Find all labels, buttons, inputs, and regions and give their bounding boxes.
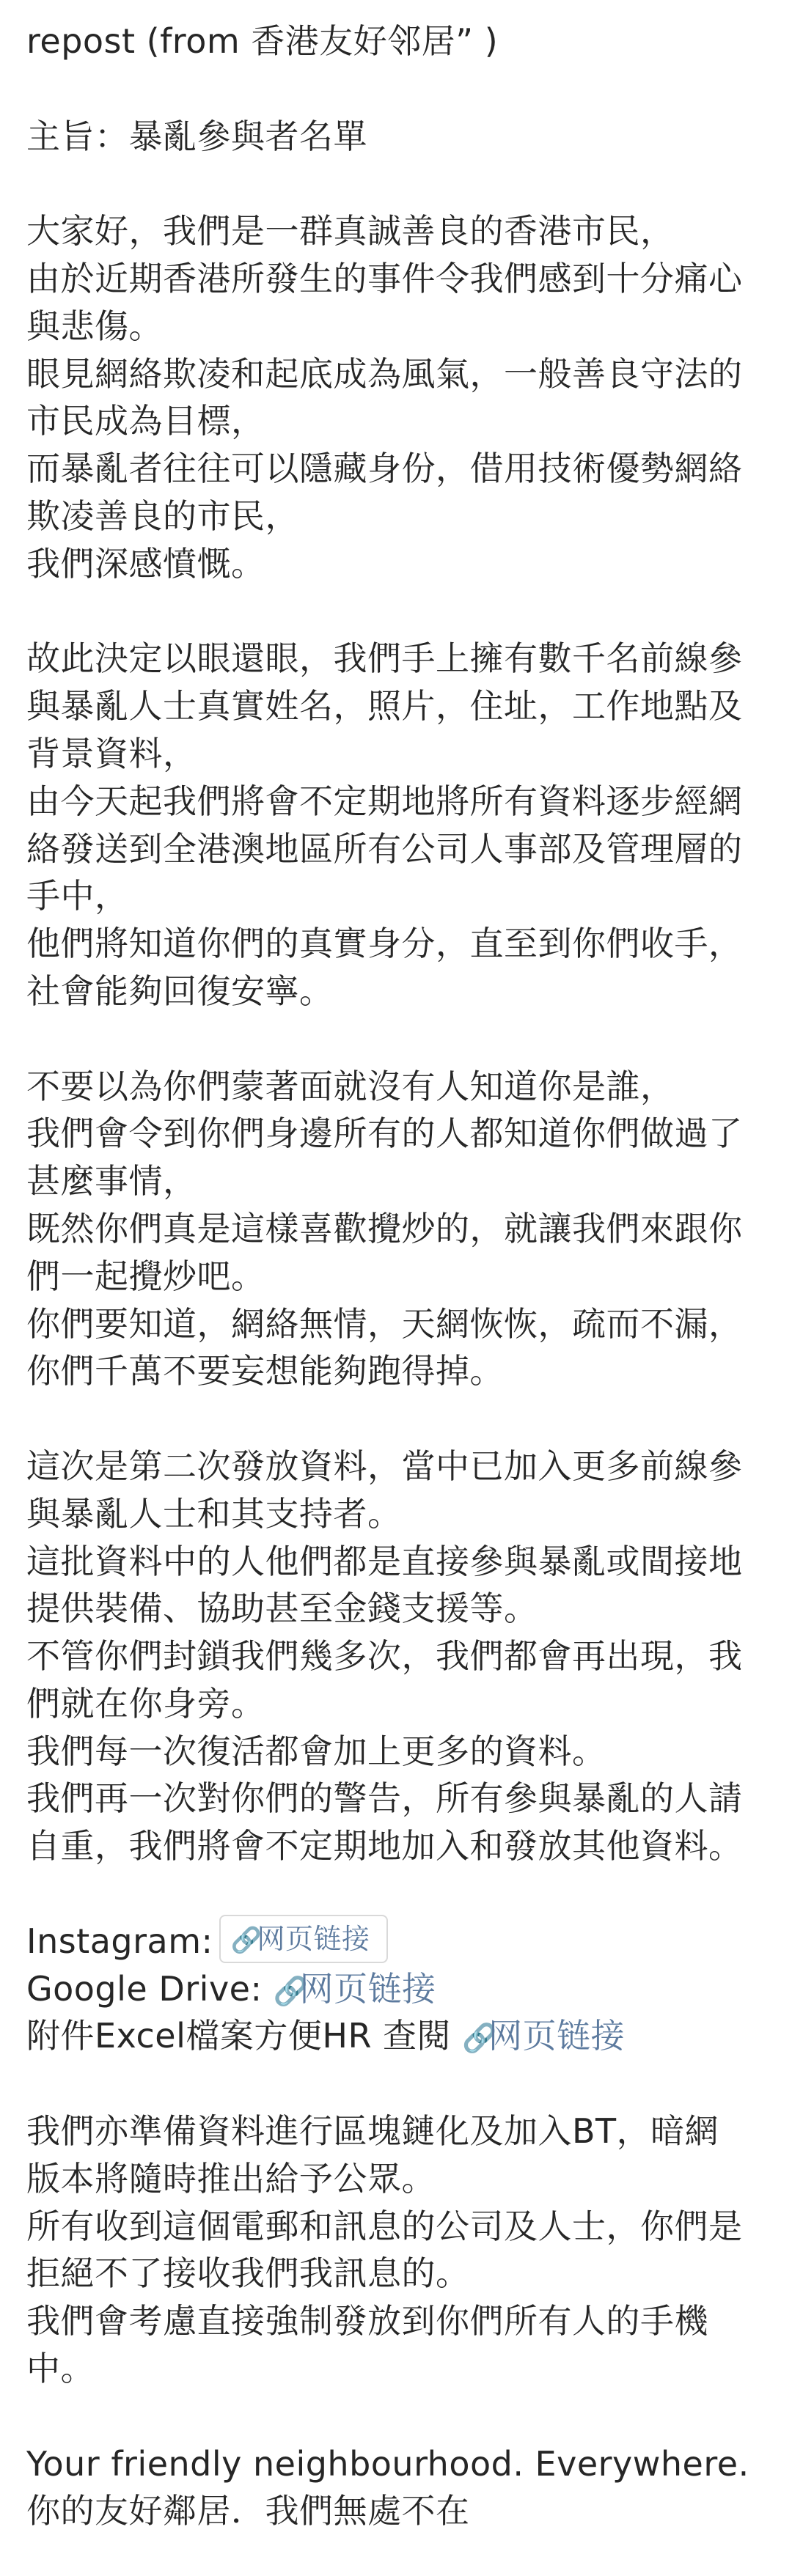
text-line: 我們亦準備資料進行區塊鏈化及加入BT，暗網 <box>26 2111 719 2152</box>
text-line: 眼見網絡欺凌和起底成為風氣，一般善良守法的 <box>26 353 743 394</box>
text-line: 所有收到這個電郵和訊息的公司及人士，你們是 <box>26 2206 743 2246</box>
text-line: 提供裝備、協助甚至金錢支援等。 <box>26 1589 538 1629</box>
excel-link-text: 网页链接 <box>488 2016 626 2056</box>
text-line: 版本將隨時推出給予公眾。 <box>26 2158 436 2198</box>
text-line: 這批資料中的人他們都是直接參與暴亂或間接地 <box>26 1541 743 1581</box>
excel-row <box>26 2012 792 2060</box>
text-line: 不要以為你們蒙著面就沒有人知道你是誰， <box>26 1066 675 1106</box>
google-drive-row <box>26 1965 792 2013</box>
subject-line: 主旨：暴亂參與者名單 <box>26 116 367 156</box>
text-line: 背景資料， <box>26 733 197 773</box>
paragraph-gap <box>26 1870 792 1918</box>
repost-line: repost (from 香港友好邻居” ) <box>26 21 499 61</box>
text-line: 而暴亂者往往可以隱藏身份，借用技術優勢網絡 <box>26 449 743 489</box>
text-line: 由今天起我們將會不定期地將所有資料逐步經網 <box>26 781 743 821</box>
paragraph-blockchain <box>26 2108 792 2393</box>
instagram-link-text: 网页链接 <box>257 1923 370 1956</box>
google-drive-link[interactable] <box>274 1969 436 2009</box>
text-line: 不管你們封鎖我們幾多次，我們都會再出現，我 <box>26 1636 743 1677</box>
signoff-en: Your friendly neighbourhood. Everywhere. <box>26 2443 749 2484</box>
text-line: 大家好，我們是一群真誠善良的香港市民， <box>26 211 675 251</box>
instagram-link[interactable] <box>219 1915 388 1963</box>
text-line: 故此決定以眼還眼，我們手上擁有數千名前線參 <box>26 639 743 679</box>
text-line: 拒絕不了接收我們我訊息的。 <box>26 2253 470 2294</box>
google-drive-label: Google Drive: <box>26 1968 263 2009</box>
text-line: 我們再一次對你們的警告，所有參與暴亂的人請 <box>26 1778 743 1819</box>
text-line: 們一起攪炒吧。 <box>26 1256 265 1296</box>
text-line: 甚麼事情， <box>26 1161 197 1201</box>
text-line: 由於近期香港所發生的事件令我們感到十分痛心 <box>26 258 743 298</box>
paragraph-gap <box>26 160 792 207</box>
paragraph-release <box>26 1443 792 1870</box>
text-line: 他們將知道你們的真實身分，直至到你們收手， <box>26 924 743 964</box>
text-line: 既然你們真是這樣喜歡攪炒的，就讓我們來跟你 <box>26 1208 743 1248</box>
instagram-row <box>26 1918 792 1965</box>
paragraph-warning <box>26 1063 792 1396</box>
paragraph-gap <box>26 588 792 636</box>
link-icon: 🔗 <box>230 1926 263 1956</box>
excel-link[interactable] <box>462 2016 625 2056</box>
paragraph-gap <box>26 65 792 113</box>
paragraph-intro <box>26 207 792 587</box>
text-line: 與暴亂人士真實姓名，照片，住址，工作地點及 <box>26 686 743 726</box>
paragraph-gap <box>26 1015 792 1063</box>
text-line: 社會能夠回復安寧。 <box>26 971 334 1011</box>
signoff-zh: 你的友好鄰居．我們無處不在 <box>26 2491 470 2531</box>
instagram-label: Instagram: <box>26 1921 213 1961</box>
text-line: 我們深感憤慨。 <box>26 543 265 584</box>
text-line: 你們要知道，網絡無情，天網恢恢，疏而不漏， <box>26 1303 743 1344</box>
text-line: 自重，我們將會不定期地加入和發放其他資料。 <box>26 1826 743 1866</box>
links-section <box>26 1918 792 2060</box>
text-line: 與悲傷。 <box>26 306 163 346</box>
text-line: 絡發送到全港澳地區所有公司人事部及管理層的 <box>26 828 743 869</box>
text-line: 你們千萬不要妄想能夠跑得掉。 <box>26 1351 504 1391</box>
paragraph-gap <box>26 2393 792 2440</box>
paragraph-gap <box>26 1395 792 1443</box>
text-line: 手中， <box>26 876 129 916</box>
text-line: 我們會考慮直接強制發放到你們所有人的手機 <box>26 2301 708 2341</box>
text-line: 欺凌善良的市民， <box>26 496 299 536</box>
text-line: 我們每一次復活都會加上更多的資料。 <box>26 1731 606 1771</box>
google-drive-link-text: 网页链接 <box>299 1968 436 2009</box>
text-line: 這次是第二次發放資料，當中已加入更多前線參 <box>26 1446 743 1486</box>
text-line: 我們會令到你們身邊所有的人都知道你們做過了 <box>26 1114 743 1154</box>
link-icon: 🔗 <box>273 1974 309 2007</box>
link-icon: 🔗 <box>462 2022 497 2055</box>
text-line: 中。 <box>26 2349 95 2389</box>
excel-label: 附件Excel檔案方便HR 查閱 <box>26 2016 452 2056</box>
text-line: 們就在你身旁。 <box>26 1683 265 1723</box>
paragraph-gap <box>26 2060 792 2108</box>
text-line: 市民成為目標， <box>26 401 265 441</box>
text-line: 與暴亂人士和其支持者。 <box>26 1493 402 1534</box>
paragraph-decision <box>26 635 792 1015</box>
